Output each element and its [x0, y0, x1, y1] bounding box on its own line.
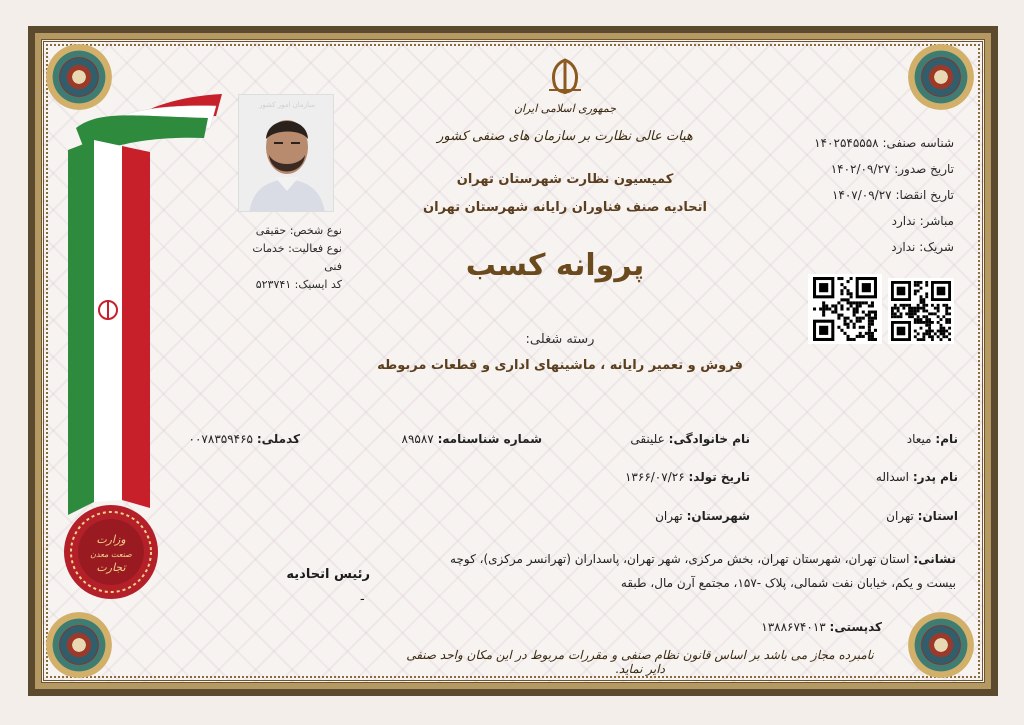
svg-text:تجارت: تجارت [96, 561, 126, 574]
svg-text:صنعت معدن: صنعت معدن [90, 550, 132, 559]
province-field: استان: تهران [886, 509, 958, 523]
svg-text:وزارت: وزارت [96, 533, 126, 546]
ministry-seal-icon [62, 503, 160, 601]
name-field: نام: میعاد [906, 432, 958, 446]
license-title: پروانه کسب [465, 248, 645, 283]
republic-heading: جمهوری اسلامی ایران [513, 102, 617, 115]
issue-date-row: تاریخ صدور: ۱۴۰۲/۰۹/۲۷ [830, 162, 954, 176]
corner-ornament-bottom-left [46, 612, 112, 678]
corner-ornament-bottom-right [908, 612, 974, 678]
guild-label: رسته شغلی: [525, 332, 595, 347]
family-field: نام خانوادگی: علینقی [630, 432, 750, 446]
father-name-field: نام پدر: اسداله [875, 470, 958, 484]
national-code-field: کدملی: ۰۰۷۸۳۵۹۴۶۵ [188, 432, 300, 446]
guild-value: فروش و تعمیر رایانه ، ماشینهای اداری و قطعات مربوطه [377, 358, 743, 373]
qr-code-large[interactable] [808, 274, 882, 344]
corner-ornament-top-right [908, 44, 974, 110]
board-heading: هیات عالی نظارت بر سازمان های صنفی کشور [437, 129, 693, 144]
birth-date-field: تاریخ تولد: ۱۳۶۶/۰۷/۲۶ [624, 470, 750, 484]
guild-id-row: شناسه صنفی: ۱۴۰۲۵۴۵۵۵۸ [814, 136, 954, 150]
left-info-block [232, 222, 342, 294]
right-info-block [734, 130, 954, 260]
svg-text:سازمان امور کشور: سازمان امور کشور [258, 101, 316, 109]
owner-photo [238, 94, 334, 212]
postal-code-field: کدپستی: ۱۳۸۸۶۷۴۰۱۳ [761, 620, 882, 634]
qr-code-small[interactable] [888, 278, 954, 344]
isic-code: کد ایسیک: ۵۲۳۷۴۱ [255, 278, 342, 291]
chief-signature-label: رئیس اتحادیه [286, 567, 370, 582]
address-field: نشانی: استان تهران، شهرستان تهران، بخش مرکزی، شهر تهران، پاسداران (تهرانسر مرکزی)، کوچه بیست و یکم، خیابان نفت شمالی، پلاک -۱۵۷، مجتمع آرن مال، طبقه [450, 552, 956, 590]
iran-emblem-icon [545, 56, 585, 98]
flag-ribbon [68, 140, 150, 515]
partner-row: شریک: ندارد [891, 240, 954, 254]
chief-signature: - [360, 592, 365, 607]
activity-type: نوع فعالیت: خدمات فنی [252, 242, 342, 273]
person-type: نوع شخص: حقیقی [255, 224, 342, 237]
union-heading: اتحادیه صنف فناوران رایانه شهرستان تهران [423, 200, 707, 215]
commission-heading: کمیسیون نظارت شهرستان تهران [456, 172, 674, 187]
expire-date-row: تاریخ انقضا: ۱۴۰۷/۰۹/۲۷ [831, 188, 954, 202]
manager-row: مباشر: ندارد [891, 214, 954, 228]
id-number-field: شماره شناسنامه: ۸۹۵۸۷ [401, 432, 542, 446]
city-field: شهرستان: تهران [655, 509, 750, 523]
footer-note: نامبرده مجاز می باشد بر اساس قانون نظام صنفی و مقررات مربوط در این مکان واحد صنفی دایر نماید. [406, 648, 874, 676]
